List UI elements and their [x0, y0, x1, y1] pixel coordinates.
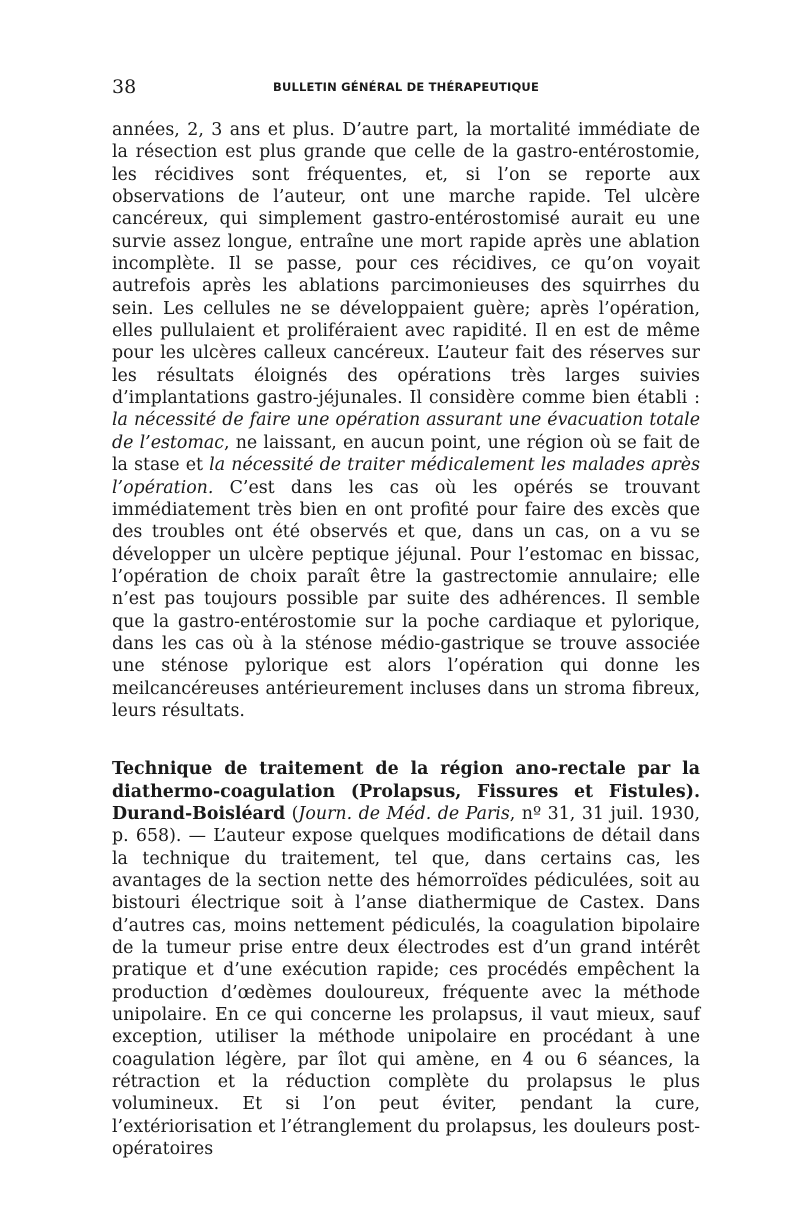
article-title: Technique de traitement de la région ano-rectale par la diathermo-coagulation (Prolapsus, Fissures et Fistules).: [112, 759, 700, 802]
paragraph-2: [112, 758, 700, 1160]
article-author: Durand-Boisléard: [112, 803, 286, 824]
page-number: 38: [112, 76, 137, 98]
citation-open: (: [285, 803, 299, 824]
page-header: [112, 76, 700, 100]
paragraph-1-text-a: années, 2, 3 ans et plus. D’autre part, la mortalité immédiate de la résection est plus grande que celle de la gastro-entérostomie, les récidives sont fréquentes, et, si l’on se reporte aux observations de l’auteur, ont une marche rapide. Tel ulcère cancéreux, qui simplement gastro-entérostomisé aurait eu une survie assez longue, entraîne une mort rapide après une ablation incomplète. Il se passe, pour ces récidives, ce qu’on voyait autrefois après les ablations parcimonieuses des squirrhes du sein. Les cellules ne se développaient guère; après l’opération, elles pullulaient et proliféraient avec rapidité. Il en est de même pour les ulcères calleux cancéreux. L’auteur fait des réserves sur les résultats éloignés des opérations très larges suivies d’implantations gastro-jéjunales. Il considère comme bien établi :: [112, 120, 700, 409]
paragraph-1-italic-2: la nécessité de traiter médicalement les malades après l’opération.: [112, 455, 700, 498]
paragraph-2-text: — L’auteur expose quelques modifications de détail dans la technique du traitement, tel que, dans certains cas, les avantages de la section nette des hémorroïdes pédiculées, soit au bistouri électrique soit à l’anse diathermique de Castex. Dans d’autres cas, moins nettement pédiculés, la coagulation bipolaire de la tumeur prise entre deux électrodes est d’un grand intérêt pratique et d’une exécution rapide; ces procédés empêchent la production d’œdèmes douloureux, fréquente avec la méthode unipolaire. En ce qui concerne les prolapsus, il vaut mieux, sauf exception, utiliser la méthode unipolaire en procédant à une coagulation légère, par îlot qui amène, en 4 ou 6 séances, la rétraction et la réduction complète du prolapsus le plus volumineux. Et si l’on peut éviter, pendant la cure, l’extériorisation et l’étranglement du prolapsus, les douleurs post-opératoires: [112, 826, 701, 1160]
paragraph-1: [112, 119, 700, 722]
journal-name: Journ. de Méd. de Paris: [298, 803, 510, 824]
running-title: BULLETIN GÉNÉRAL DE THÉRAPEUTIQUE: [272, 80, 540, 94]
citation-details: , nº 31, 31 juil. 1930, p. 658).: [112, 803, 700, 847]
paragraph-1-text-b: , ne laissant, en aucun point, une région où se fait de la stase et: [112, 432, 700, 476]
body-text: [112, 119, 700, 1160]
paragraph-1-italic-1: la nécessité de faire une opération assurant une évacuation totale de l’estomac: [112, 410, 700, 453]
paragraph-1-text-c: C’est dans les cas où les opérés se trouvant immédiatement très bien en ont profité pour faire des excès que des troubles ont été observés et que, dans un cas, on a vu se développer un ulcère peptique jéjunal. Pour l’estomac en bissac, l’opération de choix paraît être la gastrectomie annulaire; elle n’est pas toujours possible par suite des adhérences. Il semble que la gastro-entérostomie sur la poche cardiaque et pylorique, dans les cas où à la sténose médio-gastrique se trouve associée une sténose pylorique est alors l’opération qui donne les meilcancéreuses antérieurement incluses dans un stroma fibreux, leurs résultats.: [112, 477, 700, 721]
